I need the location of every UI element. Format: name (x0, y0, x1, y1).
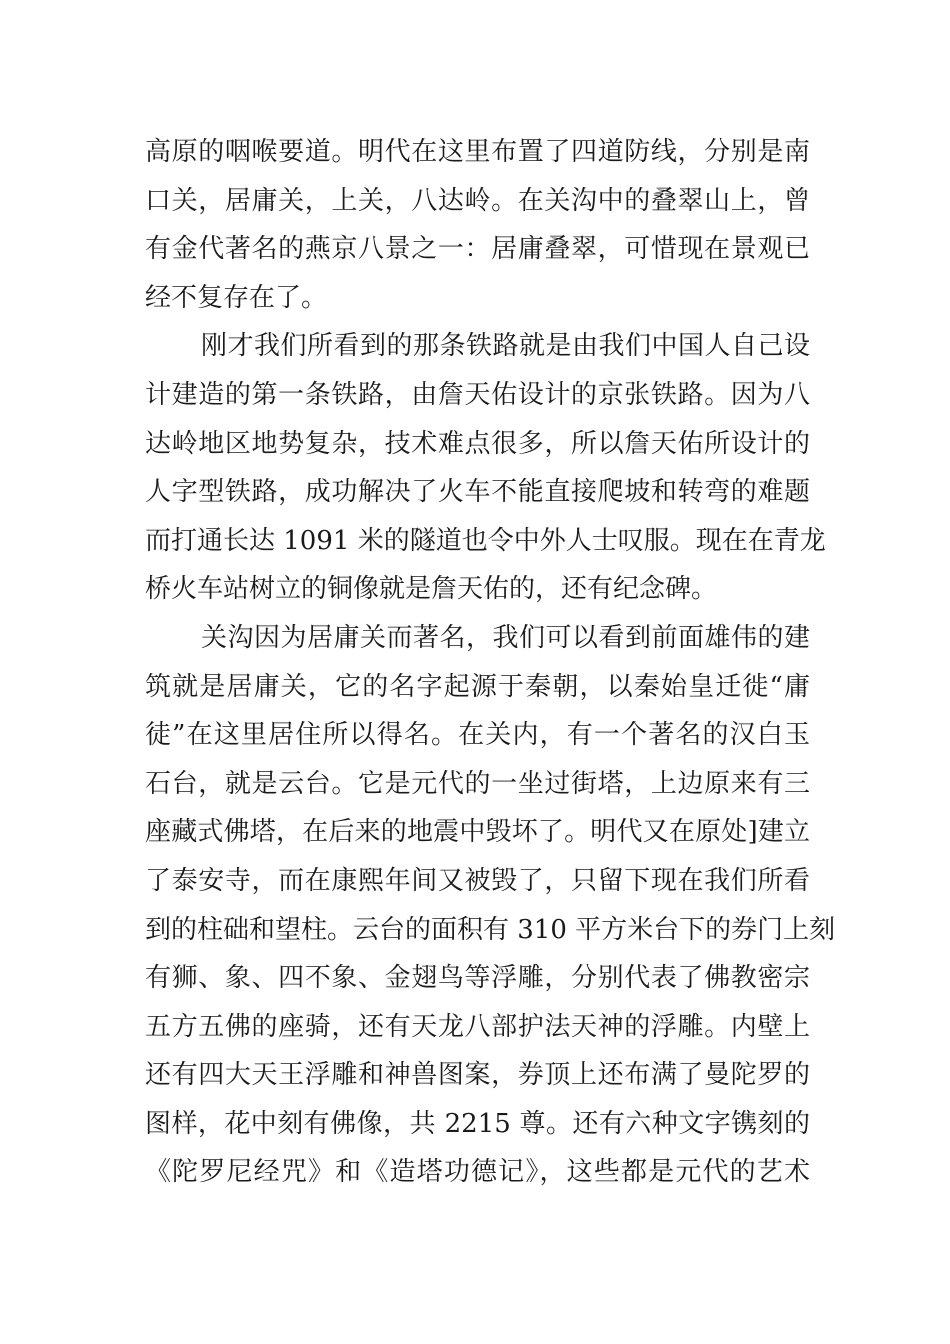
text-line: 达岭地区地势复杂，技术难点很多，所以詹天佑所设计的 (145, 428, 810, 459)
document-page (145, 128, 836, 1197)
text-line: 口关，居庸关，上关，八达岭。在关沟中的叠翠山上，曾 (145, 185, 810, 216)
text-line: 高原的咽喉要道。明代在这里布置了四道防线，分别是南 (145, 137, 810, 167)
text-line: 到的柱础和望柱。云台的面积有 310 平方米台下的券门上刻 (145, 914, 836, 945)
text-line: 了泰安寺，而在康熙年间又被毁了，只留下现在我们所看 (145, 865, 810, 896)
text-line: 计建造的第一条铁路，由詹天佑设计的京张铁路。因为八 (145, 379, 810, 410)
text-line: 有金代著名的燕京八景之一：居庸叠翠，可惜现在景观已 (145, 234, 810, 265)
text-line: 而打通长达 1091 米的隧道也令中外人士叹服。现在在青龙 (145, 525, 826, 556)
text-line: 图样，花中刻有佛像，共 2215 尊。还有六种文字镌刻的 (145, 1108, 810, 1139)
text-line: 人字型铁路，成功解决了火车不能直接爬坡和转弯的难题 (145, 477, 810, 508)
paragraph-first-line: 刚才我们所看到的那条铁路就是由我们中国人自己设 (201, 331, 810, 362)
text-line: 五方五佛的座骑，还有天龙八部护法天神的浮雕。内壁上 (145, 1011, 810, 1042)
text-line: 筑就是居庸关，它的名字起源于秦朝，以秦始皇迁徙“庸 (145, 671, 810, 702)
text-line: 《陀罗尼经咒》和《造塔功德记》，这些都是元代的艺术 (145, 1157, 810, 1188)
paragraph-first-line: 关沟因为居庸关而著名，我们可以看到前面雄伟的建 (201, 622, 810, 653)
text-line: 桥火车站树立的铜像就是詹天佑的，还有纪念碑。 (145, 574, 718, 605)
text-line: 经不复存在了。 (145, 282, 328, 313)
text-line: 有狮、象、四不象、金翅鸟等浮雕，分别代表了佛教密宗 (145, 963, 810, 994)
text-line: 还有四大天王浮雕和神兽图案，券顶上还布满了曼陀罗的 (145, 1060, 810, 1091)
text-line: 座藏式佛塔，在后来的地震中毁坏了。明代又在原处]建立 (145, 817, 810, 848)
text-line: 徒”在这里居住所以得名。在关内，有一个著名的汉白玉 (145, 720, 810, 751)
text-line: 石台，就是云台。它是元代的一坐过街塔，上边原来有三 (145, 768, 810, 799)
